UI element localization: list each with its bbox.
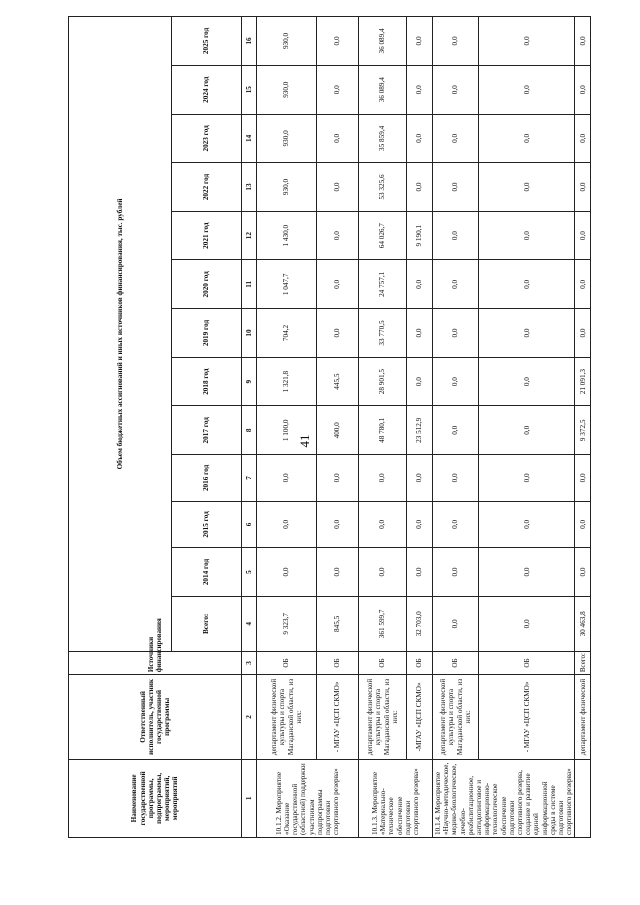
value-cell: 0,0 (575, 17, 591, 66)
value-cell: 930,0 (257, 65, 317, 114)
column-number: 2 (242, 675, 257, 760)
measure-name: 10.1.4. Мероприятие «Научно-методическое, медико-биологическое, лечебно-реабилитационное, антидопинговое и информационно-технологическое обеспечение подготовки спортивного резерва, создание и развитие единой информационной среды в системе подготовки спортивного резерва» (433, 759, 575, 837)
value-cell: 0,0 (433, 309, 479, 358)
value-cell: 0,0 (317, 17, 359, 66)
value-cell: 0,0 (433, 65, 479, 114)
executor-cell: департамент физической (575, 675, 591, 760)
column-numbers-row (242, 17, 257, 838)
value-cell: 0,0 (317, 309, 359, 358)
value-cell: 1 047,7 (257, 260, 317, 309)
header-year: 2021 год (172, 211, 242, 260)
value-cell: 0,0 (575, 501, 591, 548)
value-cell: 0,0 (407, 114, 433, 163)
page-number: 41 (297, 434, 312, 448)
total-cell: 32 703,0 (407, 596, 433, 651)
header-executor: Ответственный исполнитель, участник государственной программы (69, 675, 242, 760)
value-cell: 0,0 (575, 548, 591, 597)
executor-cell: департамент физической культуры и спорта Магаданской области, из них: (359, 675, 407, 760)
column-number: 15 (242, 65, 257, 114)
value-cell: 0,0 (575, 114, 591, 163)
table-row (257, 17, 317, 838)
value-cell: 0,0 (479, 114, 575, 163)
source-cell: Всего: (575, 651, 591, 674)
table-row (575, 17, 591, 838)
header-year: 2016 год (172, 455, 242, 502)
header-year: 2015 год (172, 501, 242, 548)
column-number: 14 (242, 114, 257, 163)
total-cell: 9 323,7 (257, 596, 317, 651)
value-cell: 0,0 (317, 548, 359, 597)
value-cell: 0,0 (433, 211, 479, 260)
table-row (317, 17, 359, 838)
value-cell: 930,0 (257, 17, 317, 66)
source-cell: ОБ (257, 651, 317, 674)
value-cell: 9 190,1 (407, 211, 433, 260)
column-number: 4 (242, 596, 257, 651)
value-cell: 0,0 (407, 65, 433, 114)
value-cell: 0,0 (257, 548, 317, 597)
value-cell: 23 512,9 (407, 406, 433, 455)
column-number: 16 (242, 17, 257, 66)
value-cell: 36 089,4 (359, 65, 407, 114)
rotated-table-container (68, 16, 634, 838)
header-year: 2014 год (172, 548, 242, 597)
column-number: 10 (242, 309, 257, 358)
value-cell: 0,0 (407, 17, 433, 66)
column-number: 6 (242, 501, 257, 548)
value-cell: 0,0 (479, 501, 575, 548)
source-cell: ОБ (317, 651, 359, 674)
total-cell: 0,0 (479, 596, 575, 651)
value-cell: 33 770,5 (359, 309, 407, 358)
column-number: 5 (242, 548, 257, 597)
value-cell: 21 091,3 (575, 357, 591, 406)
source-cell: ОБ (359, 651, 407, 674)
column-number: 1 (242, 759, 257, 837)
value-cell: 0,0 (359, 455, 407, 502)
value-cell: 0,0 (257, 455, 317, 502)
value-cell: 0,0 (433, 548, 479, 597)
value-cell: 0,0 (317, 260, 359, 309)
value-cell: 0,0 (479, 455, 575, 502)
executor-cell: - МГАУ «ЦСП СКМО» (479, 675, 575, 760)
value-cell: 0,0 (433, 260, 479, 309)
value-cell: 0,0 (433, 406, 479, 455)
value-cell: 0,0 (317, 163, 359, 212)
value-cell: 0,0 (407, 163, 433, 212)
value-cell: 1 100,0 (257, 406, 317, 455)
value-cell: 0,0 (575, 309, 591, 358)
value-cell: 36 089,4 (359, 17, 407, 66)
value-cell: 0,0 (479, 260, 575, 309)
value-cell: 1 430,0 (257, 211, 317, 260)
value-cell: 445,5 (317, 357, 359, 406)
table-row (479, 17, 575, 838)
column-number: 7 (242, 455, 257, 502)
value-cell: 0,0 (433, 163, 479, 212)
value-cell: 0,0 (479, 357, 575, 406)
value-cell: 0,0 (479, 211, 575, 260)
value-cell: 0,0 (257, 501, 317, 548)
value-cell: 0,0 (479, 163, 575, 212)
executor-cell: департамент физической культуры и спорта Магаданской области, из них: (433, 675, 479, 760)
budget-table (68, 16, 591, 838)
table-row (359, 17, 407, 838)
source-cell: ОБ (407, 651, 433, 674)
column-number: 11 (242, 260, 257, 309)
total-cell: 0,0 (433, 596, 479, 651)
value-cell: 400,0 (317, 406, 359, 455)
value-cell: 0,0 (407, 357, 433, 406)
value-cell: 0,0 (317, 114, 359, 163)
value-cell: 0,0 (407, 455, 433, 502)
value-cell: 0,0 (433, 114, 479, 163)
header-name: Наименование государственной программы, подпрограммы, мероприятий, мероприятий (69, 759, 242, 837)
value-cell: 0,0 (433, 501, 479, 548)
header-source: Источники финансирования (69, 651, 242, 674)
total-cell: 30 463,8 (575, 596, 591, 651)
value-cell: 0,0 (317, 455, 359, 502)
executor-cell: департамент физической культуры и спорта Магаданской области, из них: (257, 675, 317, 760)
value-cell: 930,0 (257, 163, 317, 212)
measure-name: 10.1.2. Мероприятие «Оказание государственной (областной) поддержки участникам подпрограммы подготовки спортивного резерва» (257, 759, 359, 837)
value-cell: 0,0 (433, 17, 479, 66)
value-cell: 0,0 (575, 211, 591, 260)
header-year: 2022 год (172, 163, 242, 212)
value-cell: 0,0 (317, 501, 359, 548)
value-cell: 0,0 (479, 548, 575, 597)
column-number: 9 (242, 357, 257, 406)
total-cell: 361 599,7 (359, 596, 407, 651)
value-cell: 0,0 (359, 501, 407, 548)
value-cell: 24 757,1 (359, 260, 407, 309)
value-cell: 0,0 (479, 309, 575, 358)
value-cell: 0,0 (575, 260, 591, 309)
total-cell: 845,5 (317, 596, 359, 651)
header-year: 2017 год (172, 406, 242, 455)
table-row (433, 17, 479, 838)
value-cell: 0,0 (407, 260, 433, 309)
source-cell: ОБ (433, 651, 479, 674)
value-cell: 53 325,6 (359, 163, 407, 212)
value-cell: 0,0 (317, 65, 359, 114)
header-funding-title: Объем бюджетных ассигнований и иных источников финансирования, тыс. рублей (69, 17, 172, 652)
value-cell: 0,0 (479, 406, 575, 455)
executor-cell: -МГАУ «ЦСП СКМО» (407, 675, 433, 760)
value-cell: 0,0 (407, 309, 433, 358)
header-year: 2023 год (172, 114, 242, 163)
column-number: 12 (242, 211, 257, 260)
value-cell: 0,0 (407, 501, 433, 548)
value-cell: 930,0 (257, 114, 317, 163)
value-cell: 0,0 (479, 17, 575, 66)
document-sheet (68, 16, 634, 838)
value-cell: 0,0 (317, 211, 359, 260)
value-cell: 0,0 (433, 357, 479, 406)
value-cell: 9 372,5 (575, 406, 591, 455)
value-cell: 64 026,7 (359, 211, 407, 260)
header-year: 2025 год (172, 17, 242, 66)
header-year: 2019 год (172, 309, 242, 358)
column-number: 8 (242, 406, 257, 455)
value-cell: 1 321,8 (257, 357, 317, 406)
value-cell: 0,0 (575, 65, 591, 114)
value-cell: 0,0 (479, 65, 575, 114)
value-cell: 48 780,1 (359, 406, 407, 455)
value-cell: 0,0 (359, 548, 407, 597)
value-cell: 704,2 (257, 309, 317, 358)
header-total: Всего: (172, 596, 242, 651)
header-year: 2024 год (172, 65, 242, 114)
value-cell: 35 859,4 (359, 114, 407, 163)
value-cell: 28 901,5 (359, 357, 407, 406)
value-cell: 0,0 (407, 548, 433, 597)
column-number: 3 (242, 651, 257, 674)
value-cell: 0,0 (575, 455, 591, 502)
value-cell: 0,0 (575, 163, 591, 212)
header-year: 2020 год (172, 260, 242, 309)
source-cell: ОБ (479, 651, 575, 674)
table-row (407, 17, 433, 838)
header-year: 2018 год (172, 357, 242, 406)
column-number: 13 (242, 163, 257, 212)
measure-name (575, 759, 591, 837)
executor-cell: - МГАУ «ЦСП СКМО» (317, 675, 359, 760)
value-cell: 0,0 (433, 455, 479, 502)
measure-name: 10.1.3. Мероприятие «Материально-техническое обеспечение подготовки спортивного резерва» (359, 759, 433, 837)
